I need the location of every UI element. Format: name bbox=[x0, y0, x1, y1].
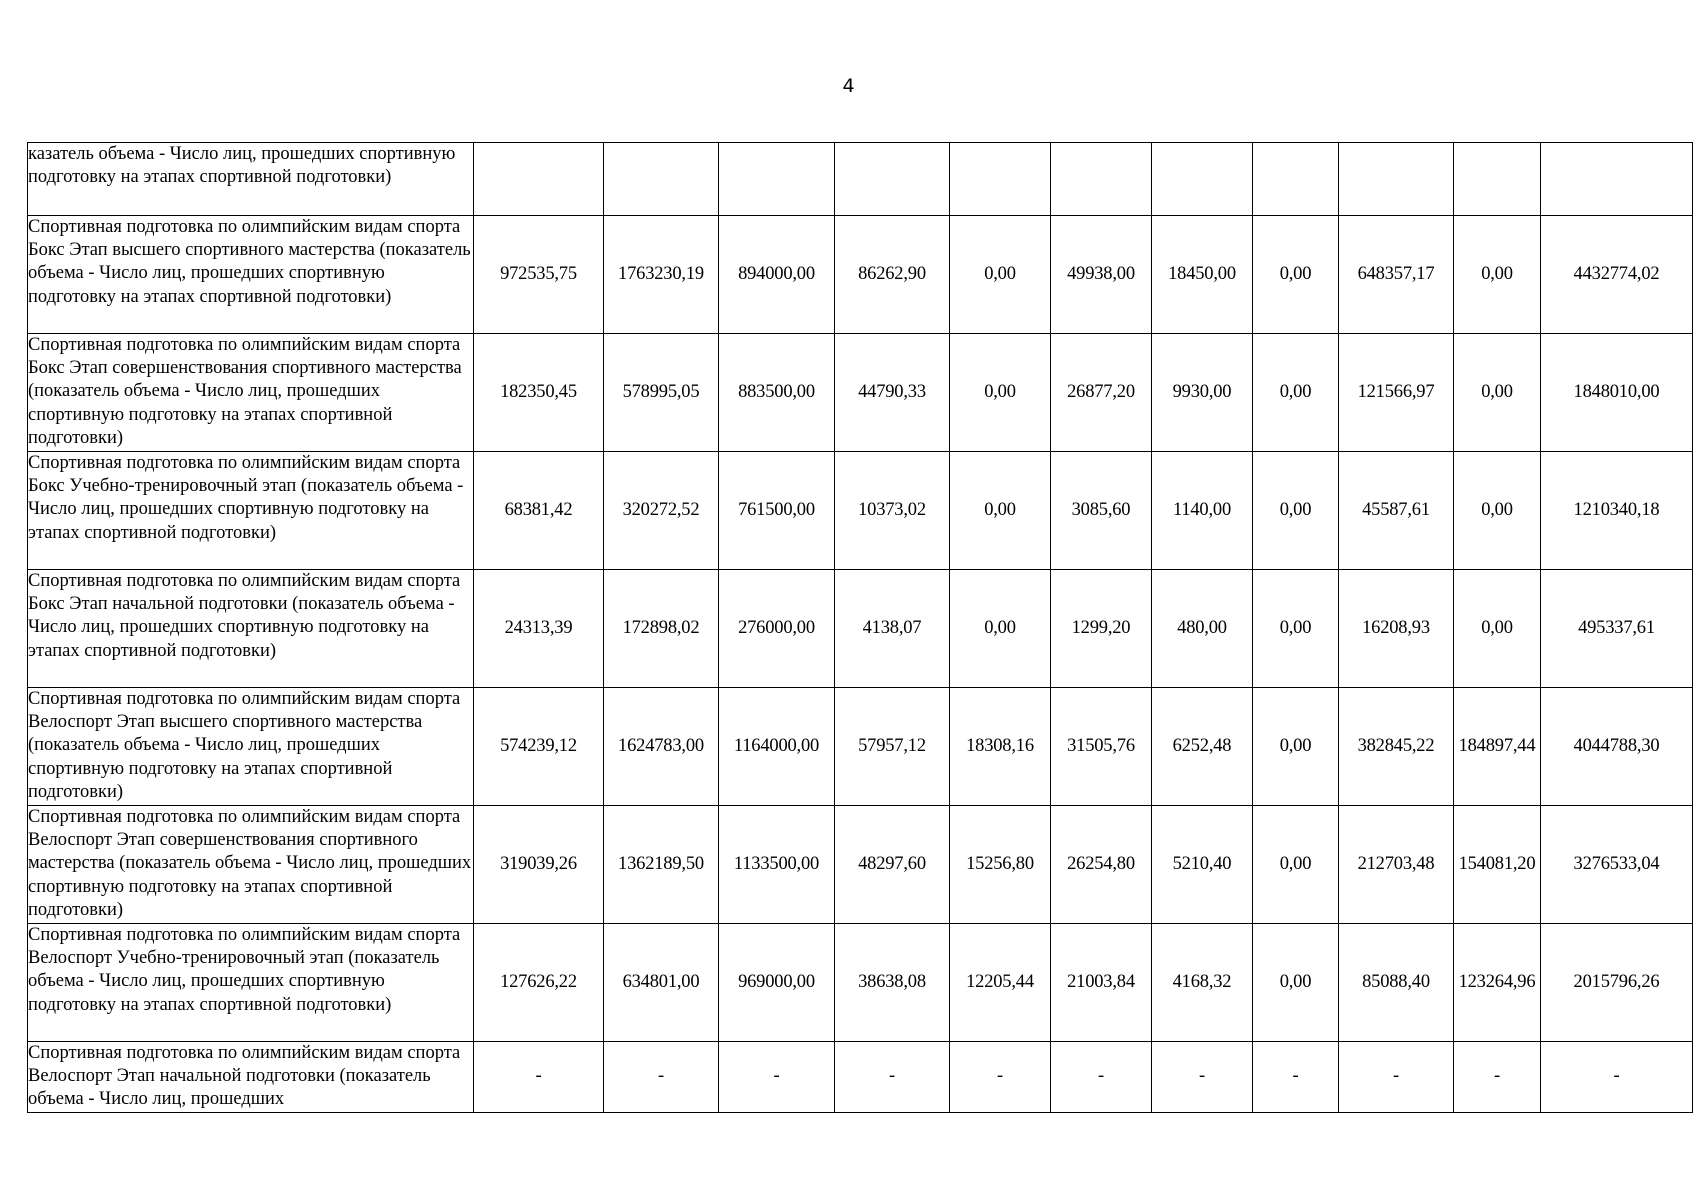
value-cell bbox=[1152, 143, 1253, 216]
table-row bbox=[28, 334, 1693, 452]
value-cell bbox=[835, 143, 950, 216]
value-cell: 127626,22 bbox=[474, 924, 604, 1042]
value-cell: - bbox=[474, 1042, 604, 1113]
value-cell: - bbox=[1541, 1042, 1693, 1113]
value-cell: 184897,44 bbox=[1454, 688, 1541, 806]
value-cell: 0,00 bbox=[1253, 216, 1339, 334]
value-cell: - bbox=[950, 1042, 1051, 1113]
value-cell: 31505,76 bbox=[1051, 688, 1152, 806]
row-description: Спортивная подготовка по олимпийским видам спорта Бокс Этап высшего спортивного мастерства (показатель объема - Число лиц, прошедших спортивную подготовку на этапах спортивной подготовки) bbox=[28, 216, 474, 334]
table-row bbox=[28, 452, 1693, 570]
value-cell: 0,00 bbox=[950, 334, 1051, 452]
value-cell bbox=[1541, 143, 1693, 216]
value-cell: 16208,93 bbox=[1339, 570, 1454, 688]
value-cell: 1848010,00 bbox=[1541, 334, 1693, 452]
value-cell: 495337,61 bbox=[1541, 570, 1693, 688]
value-cell: 480,00 bbox=[1152, 570, 1253, 688]
value-cell: - bbox=[835, 1042, 950, 1113]
value-cell: 123264,96 bbox=[1454, 924, 1541, 1042]
value-cell: 15256,80 bbox=[950, 806, 1051, 924]
row-description: Спортивная подготовка по олимпийским видам спорта Велоспорт Этап начальной подготовки (показатель объема - Число лиц, прошедших bbox=[28, 1042, 474, 1113]
value-cell: 634801,00 bbox=[604, 924, 719, 1042]
value-cell: 1164000,00 bbox=[719, 688, 835, 806]
value-cell: 3276533,04 bbox=[1541, 806, 1693, 924]
value-cell: 68381,42 bbox=[474, 452, 604, 570]
value-cell: 1133500,00 bbox=[719, 806, 835, 924]
value-cell: - bbox=[719, 1042, 835, 1113]
value-cell: 9930,00 bbox=[1152, 334, 1253, 452]
value-cell: 0,00 bbox=[1454, 334, 1541, 452]
value-cell: - bbox=[1253, 1042, 1339, 1113]
value-cell: 21003,84 bbox=[1051, 924, 1152, 1042]
value-cell: 4168,32 bbox=[1152, 924, 1253, 1042]
row-description: Спортивная подготовка по олимпийским видам спорта Бокс Этап начальной подготовки (показатель объема - Число лиц, прошедших спортивную подготовку на этапах спортивной подготовки) bbox=[28, 570, 474, 688]
value-cell: 26877,20 bbox=[1051, 334, 1152, 452]
value-cell: 0,00 bbox=[950, 452, 1051, 570]
value-cell: - bbox=[1051, 1042, 1152, 1113]
value-cell: 2015796,26 bbox=[1541, 924, 1693, 1042]
value-cell: 85088,40 bbox=[1339, 924, 1454, 1042]
value-cell: 10373,02 bbox=[835, 452, 950, 570]
value-cell: 48297,60 bbox=[835, 806, 950, 924]
value-cell: 3085,60 bbox=[1051, 452, 1152, 570]
table-row bbox=[28, 924, 1693, 1042]
value-cell: 0,00 bbox=[950, 216, 1051, 334]
value-cell: 86262,90 bbox=[835, 216, 950, 334]
row-description: казатель объема - Число лиц, прошедших спортивную подготовку на этапах спортивной подготовки) bbox=[28, 143, 474, 216]
value-cell: 44790,33 bbox=[835, 334, 950, 452]
value-cell: 0,00 bbox=[1454, 570, 1541, 688]
value-cell: 0,00 bbox=[1253, 688, 1339, 806]
value-cell: 0,00 bbox=[1454, 452, 1541, 570]
row-description: Спортивная подготовка по олимпийским видам спорта Велоспорт Этап высшего спортивного мастерства (показатель объема - Число лиц, прошедших спортивную подготовку на этапах спортивной подготовки) bbox=[28, 688, 474, 806]
value-cell: 12205,44 bbox=[950, 924, 1051, 1042]
value-cell: 6252,48 bbox=[1152, 688, 1253, 806]
value-cell: 1362189,50 bbox=[604, 806, 719, 924]
value-cell: 0,00 bbox=[950, 570, 1051, 688]
value-cell bbox=[604, 143, 719, 216]
value-cell bbox=[719, 143, 835, 216]
value-cell bbox=[1051, 143, 1152, 216]
value-cell: 0,00 bbox=[1454, 216, 1541, 334]
value-cell: 1624783,00 bbox=[604, 688, 719, 806]
row-description: Спортивная подготовка по олимпийским видам спорта Велоспорт Этап совершенствования спортивного мастерства (показатель объема - Число лиц, прошедших спортивную подготовку на этапах спортивной подготовки) bbox=[28, 806, 474, 924]
value-cell bbox=[1253, 143, 1339, 216]
value-cell: 182350,45 bbox=[474, 334, 604, 452]
value-cell: 45587,61 bbox=[1339, 452, 1454, 570]
value-cell: 0,00 bbox=[1253, 570, 1339, 688]
table-row bbox=[28, 806, 1693, 924]
value-cell: - bbox=[1152, 1042, 1253, 1113]
table-row bbox=[28, 1042, 1693, 1113]
value-cell: 969000,00 bbox=[719, 924, 835, 1042]
value-cell: 574239,12 bbox=[474, 688, 604, 806]
value-cell: 382845,22 bbox=[1339, 688, 1454, 806]
row-description: Спортивная подготовка по олимпийским видам спорта Бокс Этап совершенствования спортивного мастерства (показатель объема - Число лиц, прошедших спортивную подготовку на этапах спортивной подготовки) bbox=[28, 334, 474, 452]
value-cell: 18308,16 bbox=[950, 688, 1051, 806]
value-cell: 1299,20 bbox=[1051, 570, 1152, 688]
value-cell: 4044788,30 bbox=[1541, 688, 1693, 806]
value-cell: 0,00 bbox=[1253, 806, 1339, 924]
value-cell: 1210340,18 bbox=[1541, 452, 1693, 570]
value-cell: 0,00 bbox=[1253, 924, 1339, 1042]
value-cell: 276000,00 bbox=[719, 570, 835, 688]
value-cell bbox=[1454, 143, 1541, 216]
value-cell bbox=[474, 143, 604, 216]
value-cell: 320272,52 bbox=[604, 452, 719, 570]
value-cell: - bbox=[604, 1042, 719, 1113]
value-cell: 154081,20 bbox=[1454, 806, 1541, 924]
page-number: 4 bbox=[842, 75, 855, 97]
value-cell: 578995,05 bbox=[604, 334, 719, 452]
value-cell: 212703,48 bbox=[1339, 806, 1454, 924]
row-description: Спортивная подготовка по олимпийским видам спорта Бокс Учебно-тренировочный этап (показатель объема - Число лиц, прошедших спортивную подготовку на этапах спортивной подготовки) bbox=[28, 452, 474, 570]
table-row bbox=[28, 570, 1693, 688]
value-cell: 172898,02 bbox=[604, 570, 719, 688]
value-cell: 26254,80 bbox=[1051, 806, 1152, 924]
value-cell: - bbox=[1454, 1042, 1541, 1113]
table-row bbox=[28, 216, 1693, 334]
value-cell: 1140,00 bbox=[1152, 452, 1253, 570]
row-description: Спортивная подготовка по олимпийским видам спорта Велоспорт Учебно-тренировочный этап (показатель объема - Число лиц, прошедших спортивную подготовку на этапах спортивной подготовки) bbox=[28, 924, 474, 1042]
value-cell: 4432774,02 bbox=[1541, 216, 1693, 334]
table-row bbox=[28, 688, 1693, 806]
value-cell: 38638,08 bbox=[835, 924, 950, 1042]
value-cell: 0,00 bbox=[1253, 452, 1339, 570]
value-cell: 894000,00 bbox=[719, 216, 835, 334]
value-cell: 0,00 bbox=[1253, 334, 1339, 452]
value-cell: 18450,00 bbox=[1152, 216, 1253, 334]
value-cell: 49938,00 bbox=[1051, 216, 1152, 334]
value-cell: 121566,97 bbox=[1339, 334, 1454, 452]
value-cell: 57957,12 bbox=[835, 688, 950, 806]
value-cell: 319039,26 bbox=[474, 806, 604, 924]
value-cell bbox=[1339, 143, 1454, 216]
value-cell: 5210,40 bbox=[1152, 806, 1253, 924]
value-cell: - bbox=[1339, 1042, 1454, 1113]
value-cell bbox=[950, 143, 1051, 216]
table-row bbox=[28, 143, 1693, 216]
value-cell: 648357,17 bbox=[1339, 216, 1454, 334]
value-cell: 761500,00 bbox=[719, 452, 835, 570]
value-cell: 972535,75 bbox=[474, 216, 604, 334]
value-cell: 1763230,19 bbox=[604, 216, 719, 334]
value-cell: 883500,00 bbox=[719, 334, 835, 452]
value-cell: 24313,39 bbox=[474, 570, 604, 688]
budget-table bbox=[27, 142, 1693, 1113]
value-cell: 4138,07 bbox=[835, 570, 950, 688]
